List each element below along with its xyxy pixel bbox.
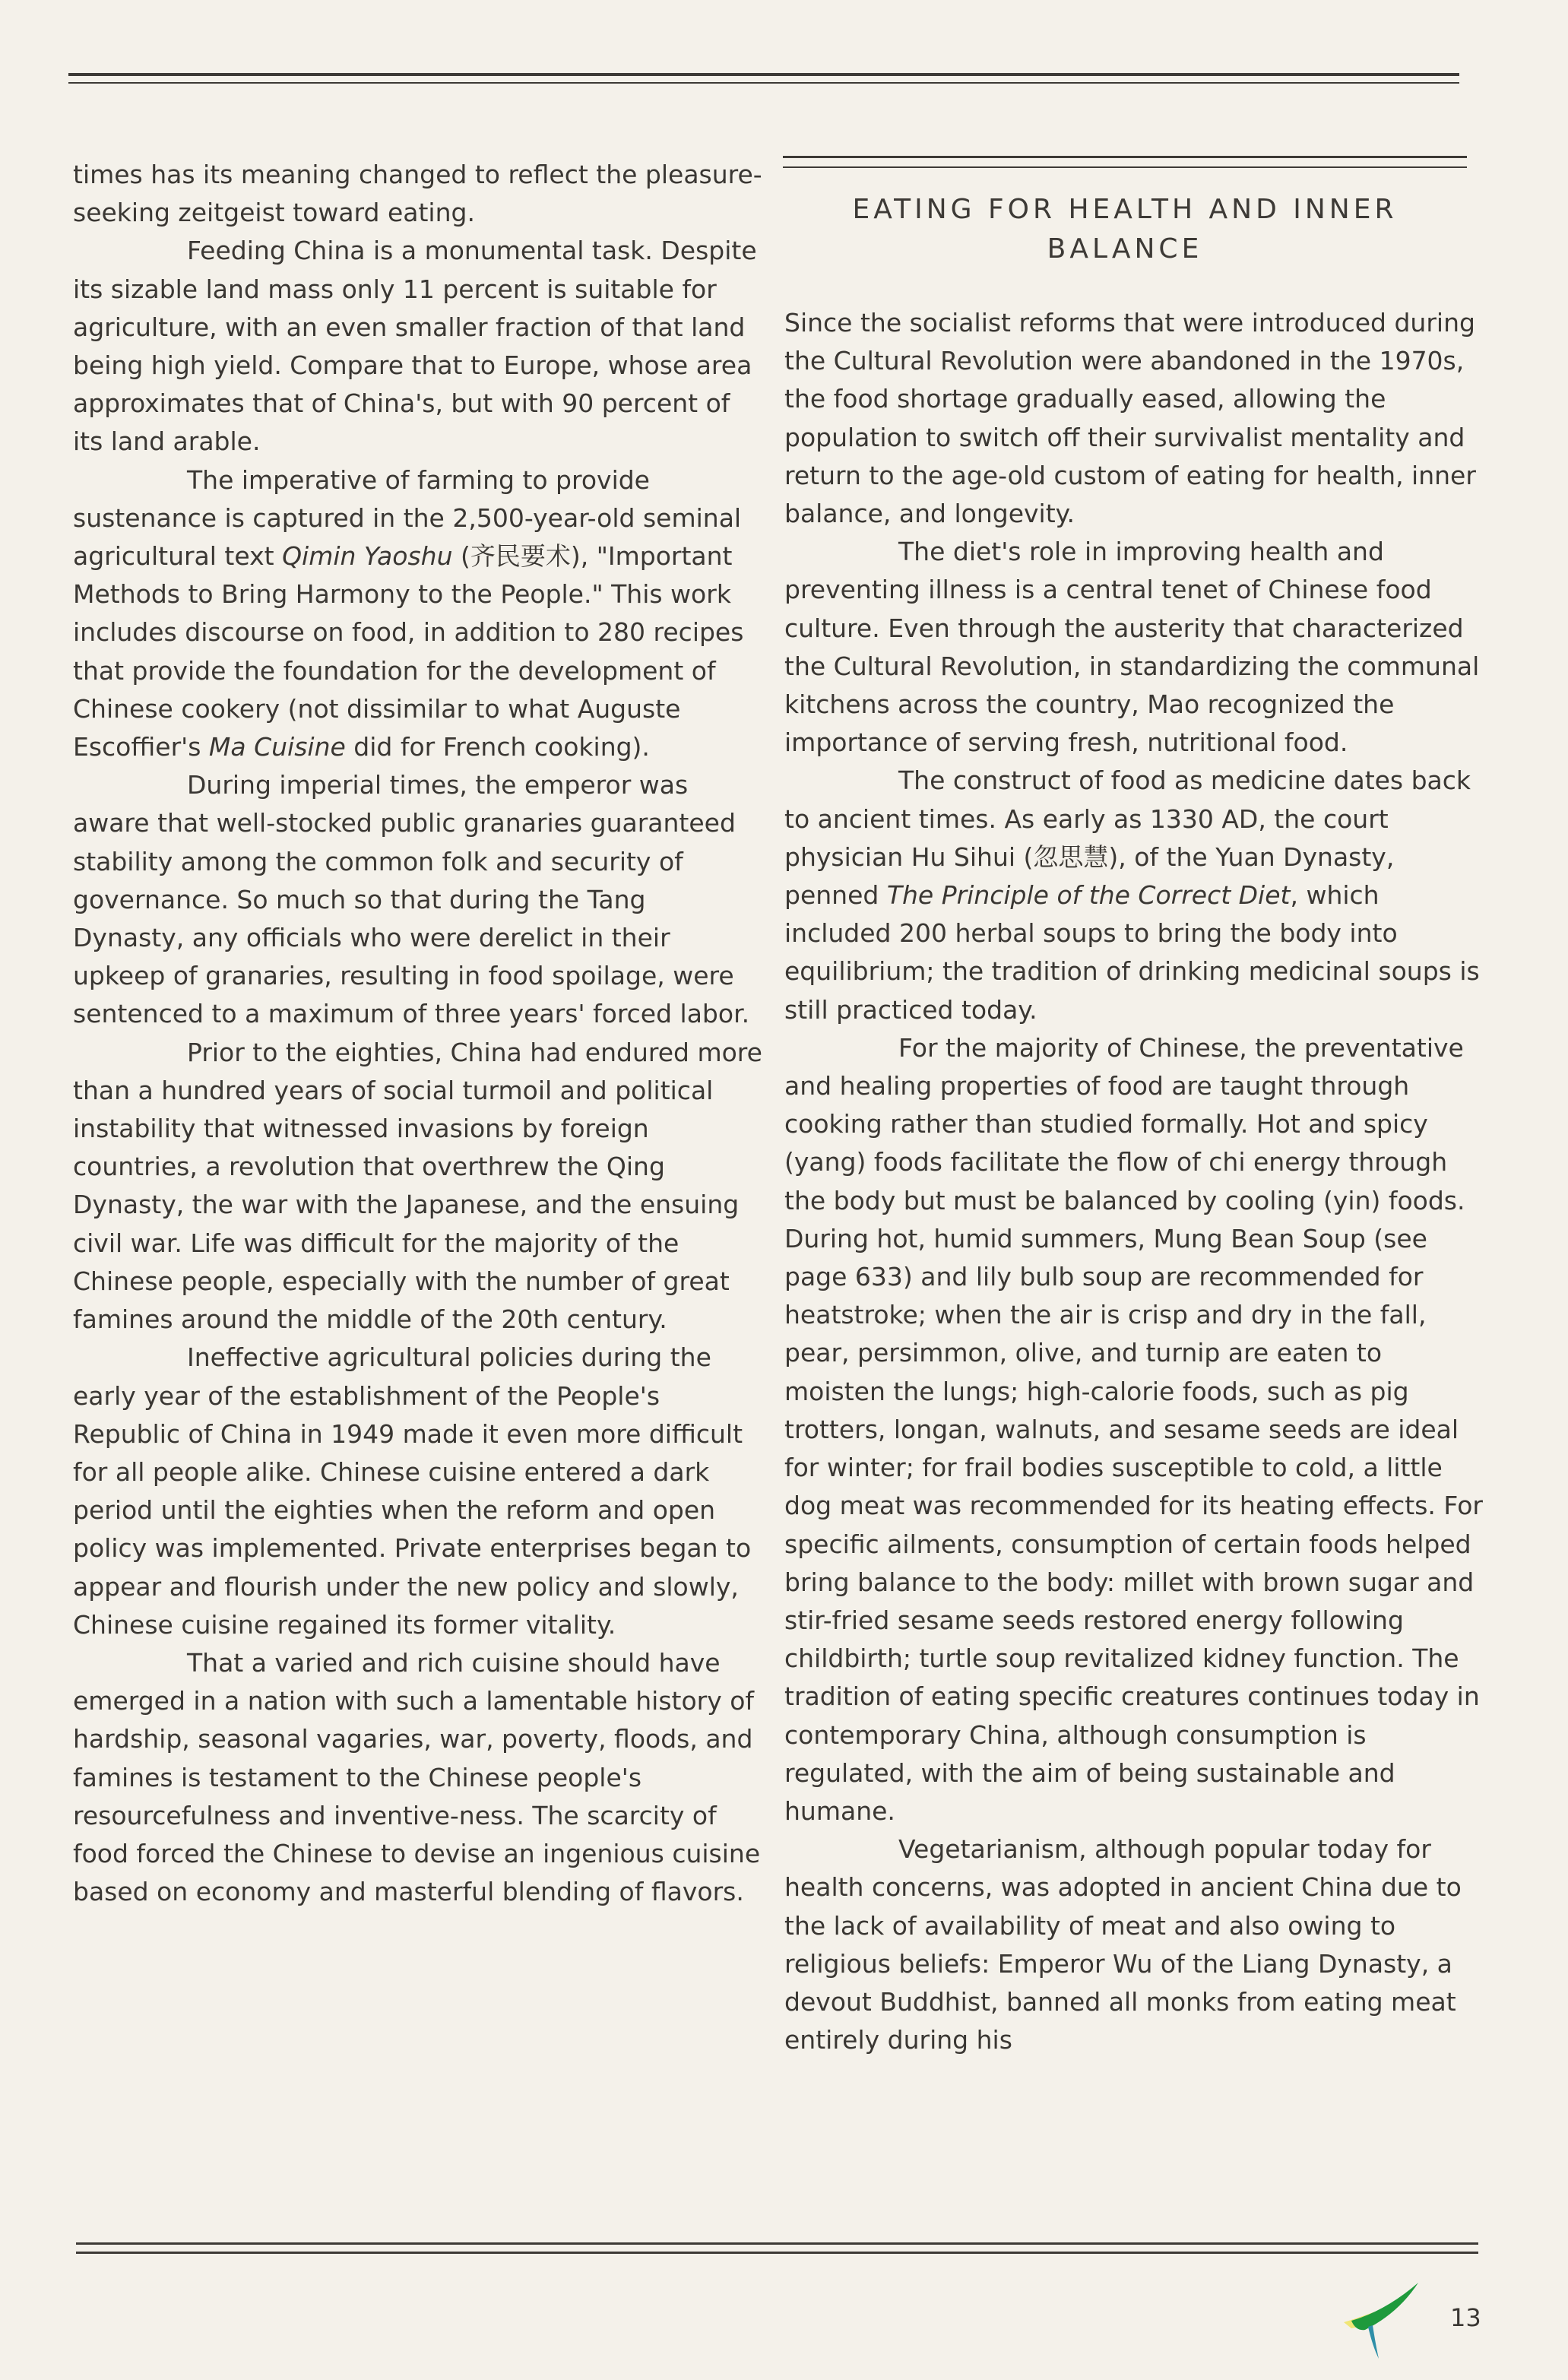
right-paragraph-1: Since the socialist reforms that were introduced during the Cultural Revolution were abandoned in the 1970s, the food shortage gradually eased, allowing the population to switch off their survivalist mentality and return to the age-old custom of eating for health, inner balance, and longevity.	[784, 308, 1476, 529]
right-column	[784, 304, 1484, 2059]
book-title-principle-correct-diet: The Principle of the Correct Diet	[886, 880, 1291, 911]
left-paragraph-3	[73, 461, 765, 767]
left-paragraph-5: Prior to the eighties, China had endured more than a hundred years of social turmoil and political instability that witnessed invasions by foreign countries, a revolution that overthrew the Qing Dynasty, the war with the Japanese, and the ensuing civil war. Life was difficult for the majority of the Chinese people, especially with the number of great famines around the middle of the 20th century.	[73, 1037, 762, 1335]
right-paragraph-4: For the majority of Chinese, the preventative and healing properties of food are taught through cooking rather than studied formally. Hot and spicy (yang) foods facilitate the flow of chi energy through the body but must be balanced by cooling (yin) foods. During hot, humid summers, Mung Bean Soup (see page 633) and lily bulb soup are recommended for heatstroke; when the air is crisp and dry in the fall, pear, persimmon, olive, and turnip are eaten to moisten the lungs; high-calorie foods, such as pig trotters, longan, walnuts, and sesame seeds are ideal for winter; for frail bodies susceptible to cold, a little dog meat was recommended for its heating effects. For specific ailments, consumption of certain foods helped bring balance to the body: millet with brown sugar and stir-fried sesame seeds restored energy following childbirth; turtle soup revitalized kidney function. The tradition of eating specific creatures continues today in contemporary China, although consumption is regulated, with the aim of being sustainable and humane.	[784, 1032, 1483, 1826]
left-paragraph-4: During imperial times, the emperor was aware that well-stocked public granaries guaranteed stability among the common folk and security of governance. So much so that during the Tang Dynasty, any officials who were derelict in their upkeep of granaries, resulting in food spoilage, were sentenced to a maximum of three years' forced labor.	[73, 770, 750, 1029]
book-title-qimin-yaoshu: Qimin Yaoshu	[282, 541, 453, 572]
page-number: 13	[1450, 2303, 1481, 2332]
left-column	[73, 156, 765, 1911]
left-paragraph-7: That a varied and rich cuisine should have emerged in a nation with such a lamentable history of hardship, seasonal vagaries, war, poverty, floods, and famines is testament to the Chinese people's resourcefulness and inventive-ness. The scarcity of food forced the Chinese to devise an ingenious cuisine based on economy and masterful blending of flavors.	[73, 1647, 761, 1907]
section-heading	[790, 190, 1459, 269]
left-paragraph-6: Ineffective agricultural policies during the early year of the establishment of the People's Republic of China in 1949 made it even more difficult for all people alike. Chinese cuisine entered a dark period until the eighties when the reform and open policy was implemented. Private enterprises began to appear and flourish under the new policy and slowly, Chinese cuisine regained its former vitality.	[73, 1342, 752, 1640]
section-heading-line-1: EATING FOR HEALTH AND INNER	[852, 194, 1398, 225]
book-title-ma-cuisine: Ma Cuisine	[208, 732, 346, 762]
heading-double-rule	[783, 156, 1467, 179]
text-run: The imperative of farming to provide sustenance is captured in the 2,500-year-old seminal agricultural text	[73, 464, 742, 572]
right-paragraph-3	[784, 762, 1484, 1028]
brushstroke-logo-icon	[1329, 2277, 1427, 2360]
left-paragraph-1: times has its meaning changed to reflect the pleasure-seeking zeitgeist toward eating.	[73, 160, 762, 228]
text-run: The construct of food as medicine dates back to ancient times. As early as 1330 AD, the court physician Hu Sihui (忽思慧), of the Yuan Dynasty, penned	[784, 765, 1471, 911]
right-paragraph-2: The diet's role in improving health and preventing illness is a central tenet of Chinese food culture. Even through the austerity that characterized the Cultural Revolution, in standardizing the communal kitchens across the country, Mao recognized the importance of serving fresh, nutritional food.	[784, 537, 1480, 758]
top-double-rule	[68, 73, 1459, 103]
bottom-double-rule	[76, 2242, 1478, 2265]
logo-green-stroke	[1351, 2283, 1418, 2330]
text-run: , which included 200 herbal soups to bring the body into equilibrium; the tradition of drinking medicinal soups is still practiced today.	[784, 880, 1480, 1025]
logo-teal-stroke	[1368, 2325, 1379, 2359]
text-run: (齐民要术), "Important Methods to Bring Harmony to the People." This work includes discourse on food, in addition to 280 recipes that provide the foundation for the development of Chinese cookery (not dissimilar to what Auguste Escoffier's	[73, 541, 744, 762]
right-paragraph-5: Vegetarianism, although popular today for health concerns, was adopted in ancient China due to the lack of availability of meat and also owing to religious beliefs: Emperor Wu of the Liang Dynasty, a devout Buddhist, banned all monks from eating meat entirely during his	[784, 1834, 1462, 2055]
text-run: did for French cooking).	[345, 732, 650, 762]
section-heading-line-2: BALANCE	[1047, 233, 1203, 265]
left-paragraph-2: Feeding China is a monumental task. Despite its sizable land mass only 11 percent is suitable for agriculture, with an even smaller fraction of that land being high yield. Compare that to Europe, whose area approximates that of China's, but with 90 percent of its land arable.	[73, 236, 757, 457]
